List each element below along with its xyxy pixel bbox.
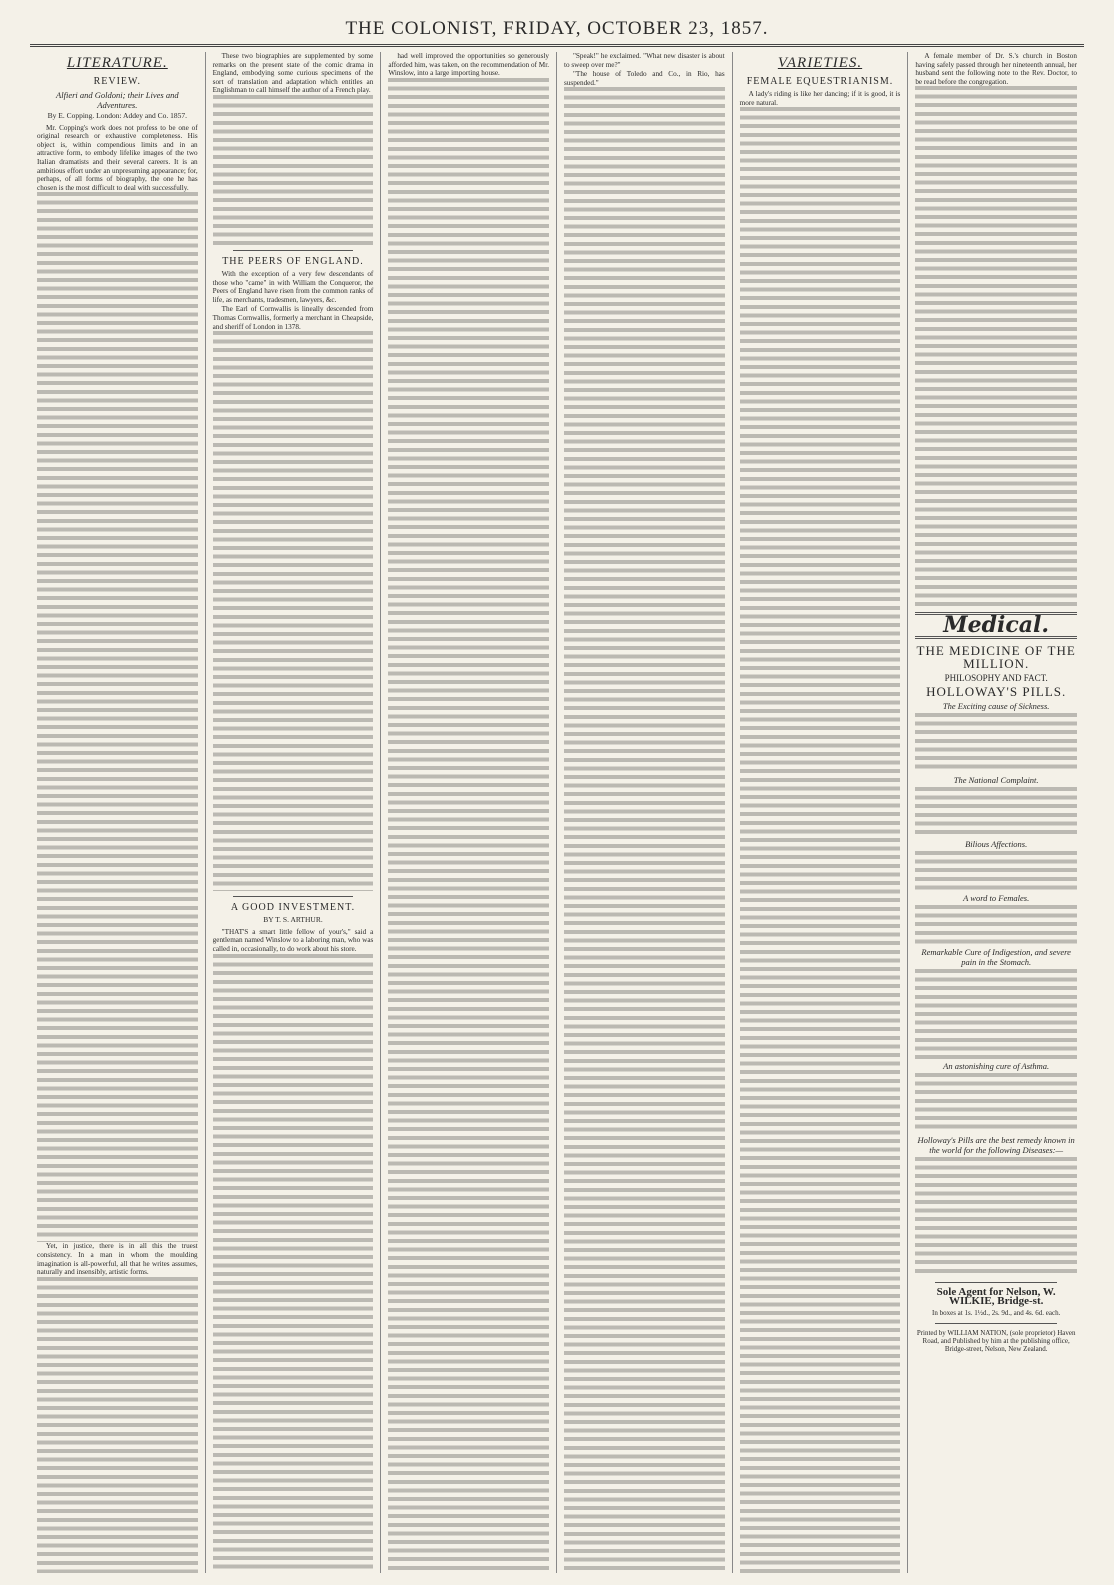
body-text-block	[388, 78, 549, 1573]
review-paragraph: Mr. Copping's work does not profess to be one of original research or exhaustive completeness. His object is, within compendious limits and in an attractive form, to embody lifelike images of the two Italian dramatists and their several careers. It is an ambitious effort under an unpresuming appearance; for, perhaps, of all forms of biography, the one he has chosen is the most difficult to deal with successfully.	[37, 123, 198, 192]
body-text-block	[915, 1073, 1077, 1133]
good-investment-heading: A GOOD INVESTMENT.	[230, 902, 356, 914]
column-3	[381, 52, 557, 1573]
divider	[233, 896, 354, 897]
body-text-block	[915, 969, 1077, 1059]
ad-subhead: Remarkable Cure of Indigestion, and severe pain in the Stomach.	[921, 946, 1071, 967]
column-2	[206, 52, 382, 1573]
column-5	[733, 52, 909, 1573]
story-paragraph: "The house of Toledo and Co., in Rio, has suspended."	[564, 70, 725, 87]
review-byline: By E. Copping. London: Addey and Co. 1857.	[47, 111, 188, 120]
body-text-block	[564, 87, 725, 1573]
good-investment-byline: BY T. S. ARTHUR.	[263, 915, 323, 925]
price-note: In boxes at 1s. 1½d., 2s. 9d., and 4s. 6d. each.	[932, 1309, 1061, 1318]
body-text-block	[37, 1277, 198, 1573]
body-text-block	[213, 95, 374, 245]
body-text-block	[915, 787, 1077, 837]
body-text-block	[915, 86, 1077, 606]
newspaper-title: THE COLONIST, FRIDAY, OCTOBER 23, 1857.	[345, 18, 769, 39]
body-text-block	[213, 954, 374, 1574]
column-4	[557, 52, 733, 1573]
disease-list	[915, 1157, 1077, 1277]
peers-paragraph: The Earl of Cornwallis is lineally descended from Thomas Cornwallis, formerly a merchant in Cheapside, and sheriff of London in 1378.	[212, 305, 374, 331]
body-text-block	[915, 713, 1077, 773]
body-text-block	[740, 107, 901, 1573]
ad-name: HOLLOWAY'S PILLS.	[926, 683, 1067, 699]
ad-subhead: A word to Females.	[963, 892, 1030, 903]
body-text-block	[915, 851, 1077, 891]
review-heading: REVIEW.	[93, 76, 142, 87]
body-text-block	[37, 192, 198, 1242]
section-heading-varieties: VARIETIES.	[777, 55, 863, 71]
ad-subhead: The National Complaint.	[953, 774, 1039, 785]
divider	[233, 250, 354, 251]
page-columns	[30, 52, 1084, 1573]
ad-subhead: An astonishing cure of Asthma.	[943, 1060, 1050, 1071]
divider	[935, 1282, 1057, 1283]
column-1	[30, 52, 206, 1573]
medical-heading: Medical.	[943, 612, 1050, 639]
story-paragraph: had well improved the opportunities so generously afforded him, was taken, on the recommendation of Mr. Winslow, into a large importing house.	[388, 52, 549, 78]
sole-agent: Sole Agent for Nelson, W. WILKIE, Bridge-st.	[936, 1285, 1056, 1307]
column-6	[908, 52, 1084, 1573]
story-paragraph: "Speak!" he exclaimed. "What new disaster is about to sweep over me?"	[564, 52, 725, 69]
section-heading-literature: LITERATURE.	[66, 55, 168, 71]
ad-subhead: Bilious Affections.	[965, 838, 1028, 849]
story-paragraph: "THAT'S a smart little fellow of your's," said a gentleman named Winslow to a laboring man, who was called in, occasionally, to do work about his store.	[212, 927, 374, 953]
peers-paragraph: With the exception of a very few descendants of those who "came" in with William the Conqueror, the Peers of England have risen from the common ranks of life, as merchants, tradesmen, lawyers, &c.	[212, 269, 374, 304]
ad-title: THE MEDICINE OF THE MILLION.	[916, 642, 1076, 671]
review-paragraph: These two biographies are supplemented by some remarks on the present state of the comic drama in England, embodying some curious specimens of the sort of translation and adaptation which entitles an Englishman to call himself the author of a French play.	[212, 52, 374, 95]
ad-subhead: The Exciting cause of Sickness.	[942, 700, 1050, 711]
review-paragraph: Yet, in justice, there is in all this the truest consistency. In a man in whom the moulding imagination is all-powerful, all that he writes assumes, naturally and insensibly, artistic forms.	[37, 1242, 198, 1277]
varieties-paragraph: A female member of Dr. S.'s church in Boston having safely passed through her nineteenth annual, her husband sent the following note to the Rev. Doctor, to be read before the congregation.	[915, 52, 1077, 86]
varieties-paragraph: A lady's riding is like her dancing; if it is good, it is more natural.	[739, 90, 901, 107]
divider	[935, 1323, 1057, 1324]
ad-subtitle: PHILOSOPHY AND FACT.	[944, 672, 1048, 683]
masthead	[30, 8, 1084, 47]
peers-heading: THE PEERS OF ENGLAND.	[222, 255, 364, 267]
body-text-block	[213, 331, 374, 891]
body-text-block	[915, 905, 1077, 945]
printer-imprint: Printed by WILLIAM NATION, (sole proprietor) Haven Road, and Published by him at the publishing office, Bridge-street, Nelson, New Zealand.	[916, 1328, 1076, 1354]
ad-subhead: Holloway's Pills are the best remedy known in the world for the following Diseases:—	[917, 1134, 1075, 1155]
review-title: Alfieri and Goldoni; their Lives and Adventures.	[56, 90, 179, 110]
equestrianism-heading: FEMALE EQUESTRIANISM.	[746, 76, 894, 87]
